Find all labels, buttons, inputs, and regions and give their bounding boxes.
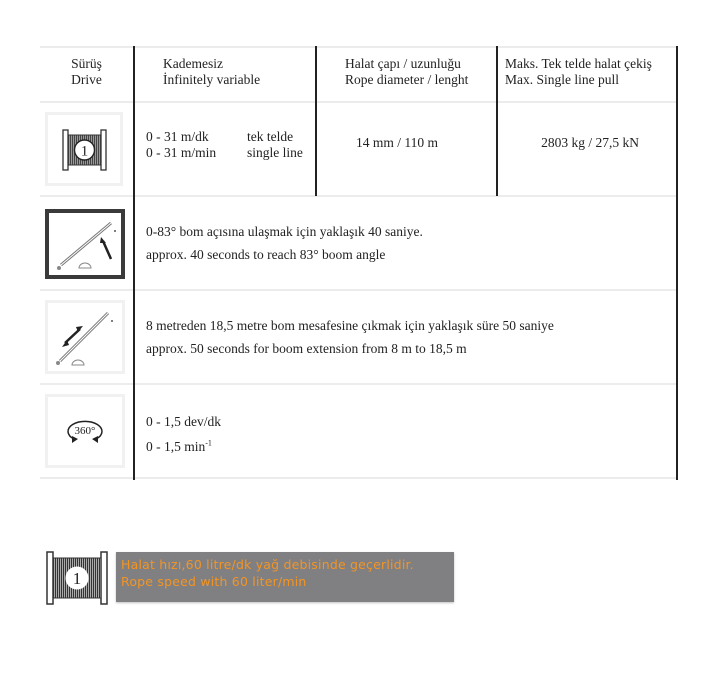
winch-drum-icon (45, 550, 111, 606)
winch-rope: 14 mm / 110 m (356, 135, 439, 150)
slewing-en-value: 0 - 1,5 min (146, 439, 206, 454)
boom-angle-tr: 0-83° bom açısına ulaşmak için yaklaşık 40 saniye. (146, 224, 423, 239)
column-divider (496, 46, 498, 196)
header-pull (505, 56, 675, 88)
winch-line-tr: tek telde (247, 129, 294, 144)
spec-table (40, 46, 678, 480)
header-pull-tr: Maks. Tek telde halat çekiş (505, 56, 652, 71)
boom-extension-text (146, 314, 666, 360)
slewing-tr: 0 - 1,5 dev/dk (146, 414, 221, 429)
boom-extension-tr: 8 metreden 18,5 metre bom mesafesine çıkmak için yaklaşık süre 50 saniye (146, 318, 554, 333)
header-drive-tr: Sürüş (71, 56, 102, 71)
boom-telescoping-icon (48, 303, 122, 371)
header-drive-en: Drive (71, 72, 102, 87)
slewing-en-exponent: -1 (205, 438, 212, 448)
slewing-icon-box (45, 394, 125, 468)
header-speed (163, 56, 313, 88)
winch-icon-box (45, 112, 123, 186)
rotation-360-icon (48, 397, 122, 465)
winch-line-en: single line (247, 145, 303, 160)
note-line-tr: Halat hızı,60 litre/dk yağ debisinde geçerlidir. (121, 557, 414, 572)
column-divider (315, 46, 317, 196)
table-right-border (676, 46, 678, 480)
header-speed-en: İnfinitely variable (163, 72, 261, 87)
slewing-en (146, 434, 446, 459)
boom-angle-en: approx. 40 seconds to reach 83° boom angle (146, 247, 386, 262)
header-speed-tr: Kademesiz (163, 56, 223, 71)
boom-angle-text (146, 220, 666, 266)
header-drive (40, 56, 133, 88)
boom-extension-en: approx. 50 seconds for boom extension from 8 m to 18,5 m (146, 341, 467, 356)
row-divider (40, 289, 676, 291)
column-divider (133, 46, 135, 480)
note-icon-box (45, 550, 111, 606)
boom-luffing-icon (49, 213, 121, 275)
row-divider (40, 195, 676, 197)
boom-angle-icon-box (45, 209, 125, 279)
note-text (121, 556, 414, 590)
boom-extension-icon-box (45, 300, 125, 374)
winch-speed-en: 0 - 31 m/min (146, 145, 217, 160)
header-rope (345, 56, 495, 88)
note-icon-number: 1 (72, 569, 82, 588)
note-box (116, 552, 454, 602)
row-divider (40, 46, 676, 48)
header-pull-en: Max. Single line pull (505, 72, 619, 87)
note-line-en: Rope speed with 60 liter/min (121, 574, 307, 589)
winch-icon-number: 1 (80, 143, 89, 160)
slewing-text (146, 409, 446, 459)
row-divider (40, 101, 676, 103)
winch-pull: 2803 kg / 27,5 kN (541, 135, 639, 150)
winch-speed-tr: 0 - 31 m/dk (146, 129, 209, 144)
rotation-icon-label: 360° (74, 425, 96, 437)
header-rope-tr: Halat çapı / uzunluğu (345, 56, 461, 71)
row-divider (40, 477, 676, 479)
winch-speed (146, 129, 246, 161)
winch-drum-icon (48, 115, 120, 183)
winch-line (247, 129, 317, 161)
header-rope-en: Rope diameter / lenght (345, 72, 469, 87)
row-divider (40, 383, 676, 385)
